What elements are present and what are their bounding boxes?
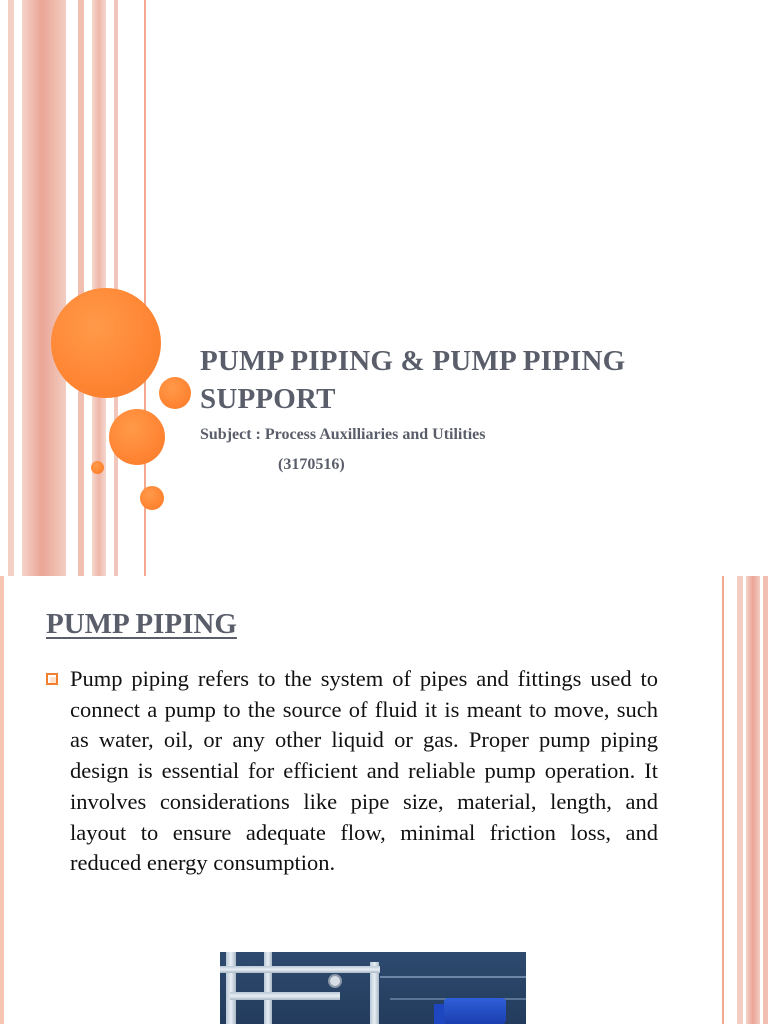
pipe-shape: [220, 966, 380, 973]
decorative-stripe: [78, 0, 84, 576]
railing-shape: [380, 976, 526, 978]
bullet-paragraph: Pump piping refers to the system of pipes and fittings used to connect a pump to the source of fluid it is meant to move, such as water, oil, or any other liquid or gas. Proper pump piping design is essential for efficient and reliable pump operation. It involves considerations like pipe size, material, length, and layout to ensure adequate flow, minimal friction loss, and reduced energy consumption.: [70, 666, 658, 876]
decorative-stripe: [737, 576, 743, 1024]
decorative-circle: [159, 377, 191, 409]
decorative-stripe: [763, 576, 768, 1024]
slide-title: PUMP PIPING & PUMP PIPING SUPPORT: [200, 345, 626, 415]
decorative-circle: [91, 461, 104, 474]
subject-code: (3170516): [278, 456, 345, 473]
decorative-edge: [0, 576, 4, 1024]
bullet-icon: [46, 673, 58, 685]
decorative-circle: [51, 288, 161, 398]
pipe-shape: [230, 992, 340, 1000]
decorative-stripe: [22, 0, 66, 576]
decorative-stripe: [746, 576, 760, 1024]
valve-icon: [328, 974, 342, 988]
decorative-circle: [109, 409, 165, 465]
slide-subtitle: Subject : Process Auxilliaries and Utilities: [200, 426, 486, 443]
motor-shape: [444, 998, 506, 1024]
pipe-shape: [264, 952, 272, 1024]
decorative-line: [722, 576, 724, 1024]
section-heading: PUMP PIPING: [46, 608, 237, 640]
pipe-shape: [226, 952, 236, 1024]
decorative-stripe: [8, 0, 14, 576]
content-slide: [0, 576, 768, 1024]
decorative-circle: [140, 486, 164, 510]
pump-piping-image: [220, 952, 526, 1024]
